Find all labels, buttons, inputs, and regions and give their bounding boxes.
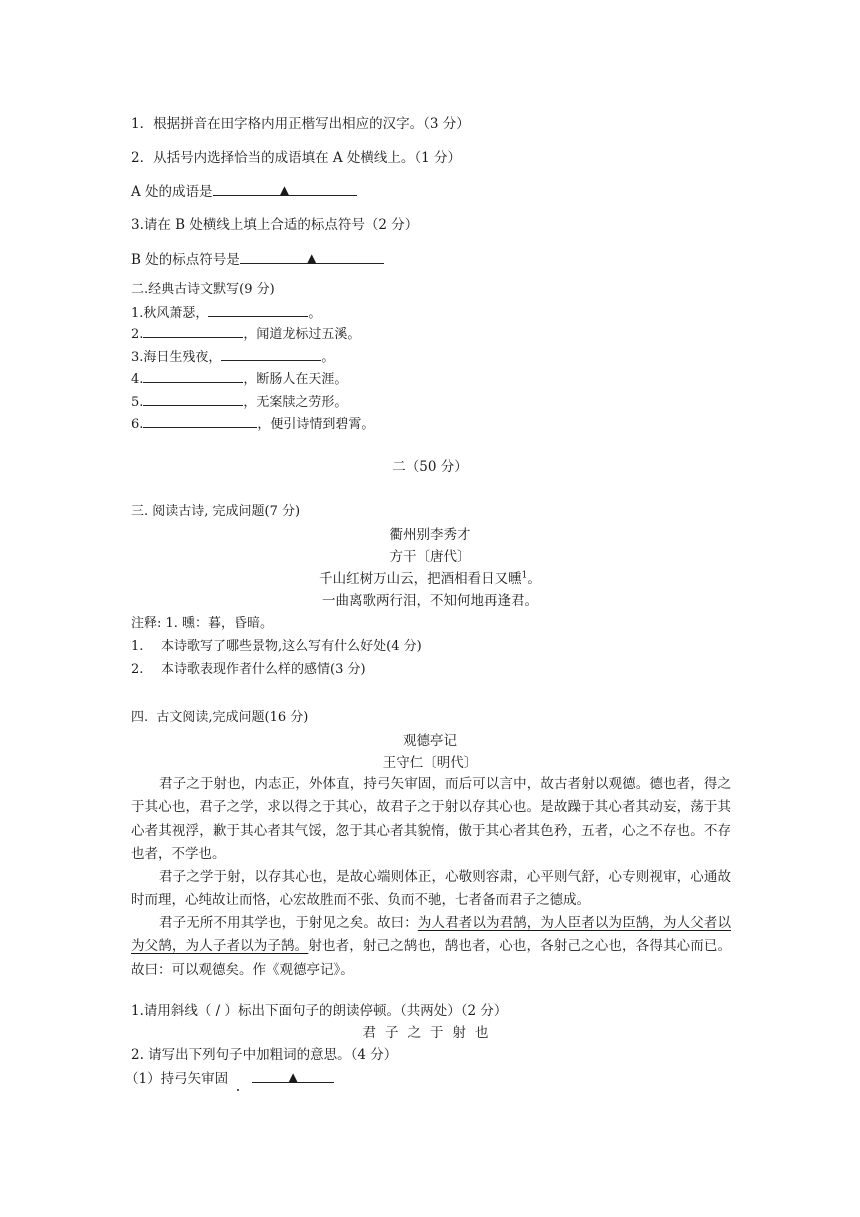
- section-4-title: 四. 古文阅读,完成问题(16 分): [131, 710, 309, 725]
- triangle-marker-icon: ▲: [307, 251, 317, 265]
- question-1-3: 3.请在 B 处横线上填上合适的标点符号（2 分）: [131, 217, 419, 233]
- recite-item-2: 2. ，闻道龙标过五溪。: [131, 323, 360, 345]
- essay-author: 王守仁〔明代〕: [382, 755, 478, 771]
- triangle-marker-icon: ▲: [279, 183, 290, 197]
- answer-a-label: A 处的成语是: [131, 184, 213, 200]
- recite-item-5: 5. ，无案牍之劳形。: [131, 391, 347, 413]
- poem-question-2: 2. 本诗歌表现作者什么样的感情(3 分): [131, 662, 366, 677]
- poem-line-1: 千山红树万山云，把酒相看日又曛$^1$。: [319, 570, 541, 587]
- essay-paragraph-1: 君子之于射也，内志正，外体直，持弓矢审固，而后可以言中，故古者射以观德。德也者，得之于其心也，君子之学，求以得之于其心，故君子之于射以存其心也。是故躁于其心者其动妄，荡于其心者其视浮，歉于其心者其气馁，忽于其心者其貌惰，傲于其心者其色矜，五者，心之不存也。不存也者，不学也。: [131, 776, 731, 862]
- poem-author: 方干〔唐代〕: [389, 549, 471, 565]
- recite-blank[interactable]: [221, 346, 321, 361]
- word-meaning-item-1: （1）持弓矢审固 ▲: [125, 1068, 334, 1089]
- poem-note: 注释: 1. 曛：暮，昏暗。: [131, 616, 274, 631]
- recite-item-6: 6. ，便引诗情到碧霄。: [131, 413, 374, 435]
- answer-b-line: [131, 249, 384, 270]
- pause-sentence: 君子之于射也: [362, 1025, 498, 1041]
- recite-item-4: 4. ，断肠人在天涯。: [131, 368, 347, 390]
- answer-a-blank[interactable]: [213, 181, 357, 196]
- essay-paragraph-2: 君子之学于射，以存其心也，是故心端则体正，心敬则容肃，心平则气舒，心专则视审，心通故时而理，心纯故让而恪，心宏故胜而不张、负而不驰，七者备而君子之德成。: [131, 869, 731, 909]
- poem-line-2: 一曲离歌两行泪，不知何地再逢君。: [322, 593, 538, 609]
- question-1-1: 1．根据拼音在田字格内用正楷写出相应的汉字。（3 分）: [131, 116, 470, 132]
- recite-blank[interactable]: [143, 391, 243, 406]
- emphasis-dot-icon: [237, 1089, 239, 1091]
- part-heading: 二（50 分）: [392, 459, 468, 475]
- essay-question-1: 1.请用斜线（ / ）标出下面句子的朗读停顿。（共两处）（2 分）: [131, 1003, 508, 1019]
- essay-title: 观德亭记: [403, 733, 457, 749]
- recite-blank[interactable]: [143, 413, 257, 428]
- recite-blank[interactable]: [208, 302, 308, 317]
- question-1-2: 2．从括号内选择恰当的成语填在 A 处横线上。（1 分）: [131, 150, 462, 166]
- answer-b-blank[interactable]: [240, 249, 384, 264]
- recite-item-1: 1.秋风萧瑟， 。: [131, 302, 321, 324]
- section-2-title: 二.经典古诗文默写(9 分): [131, 282, 275, 297]
- word-meaning-blank[interactable]: [252, 1068, 334, 1083]
- note-mark: 1: [521, 570, 528, 581]
- recite-blank[interactable]: [143, 368, 243, 383]
- recite-item-3: 3.海日生残夜， 。: [131, 346, 334, 368]
- section-3-title: 三. 阅读古诗, 完成问题(7 分): [131, 504, 301, 519]
- essay-question-2: 2. 请写出下列句子中加粗词的意思。（4 分）: [131, 1047, 398, 1063]
- poem-question-1: 1. 本诗歌写了哪些景物,这么写有什么好处(4 分): [131, 639, 422, 654]
- answer-a-line: [131, 181, 357, 202]
- recite-blank[interactable]: [143, 323, 243, 338]
- essay-paragraph-3: 君子无所不用其学也，于射见之矣。故曰：为人君者以为君鹄，为人臣者以为臣鹄，为人父者以为父鹄，为人子者以为子鹄。射也者，射己之鹄也，鹄也者，心也，各射己之心也，各得其心而已。故曰：可以观德矣。作《观德亭记》。: [131, 915, 732, 978]
- answer-b-label: B 处的标点符号是: [131, 252, 240, 268]
- underlined-sentence: 为人君者以为君鹄，为人臣者以为臣鹄，为人父者以为父鹄，为人子者以为子鹄。: [131, 915, 732, 955]
- poem-title: 衢州别李秀才: [389, 527, 471, 543]
- triangle-marker-icon: ▲: [288, 1070, 298, 1084]
